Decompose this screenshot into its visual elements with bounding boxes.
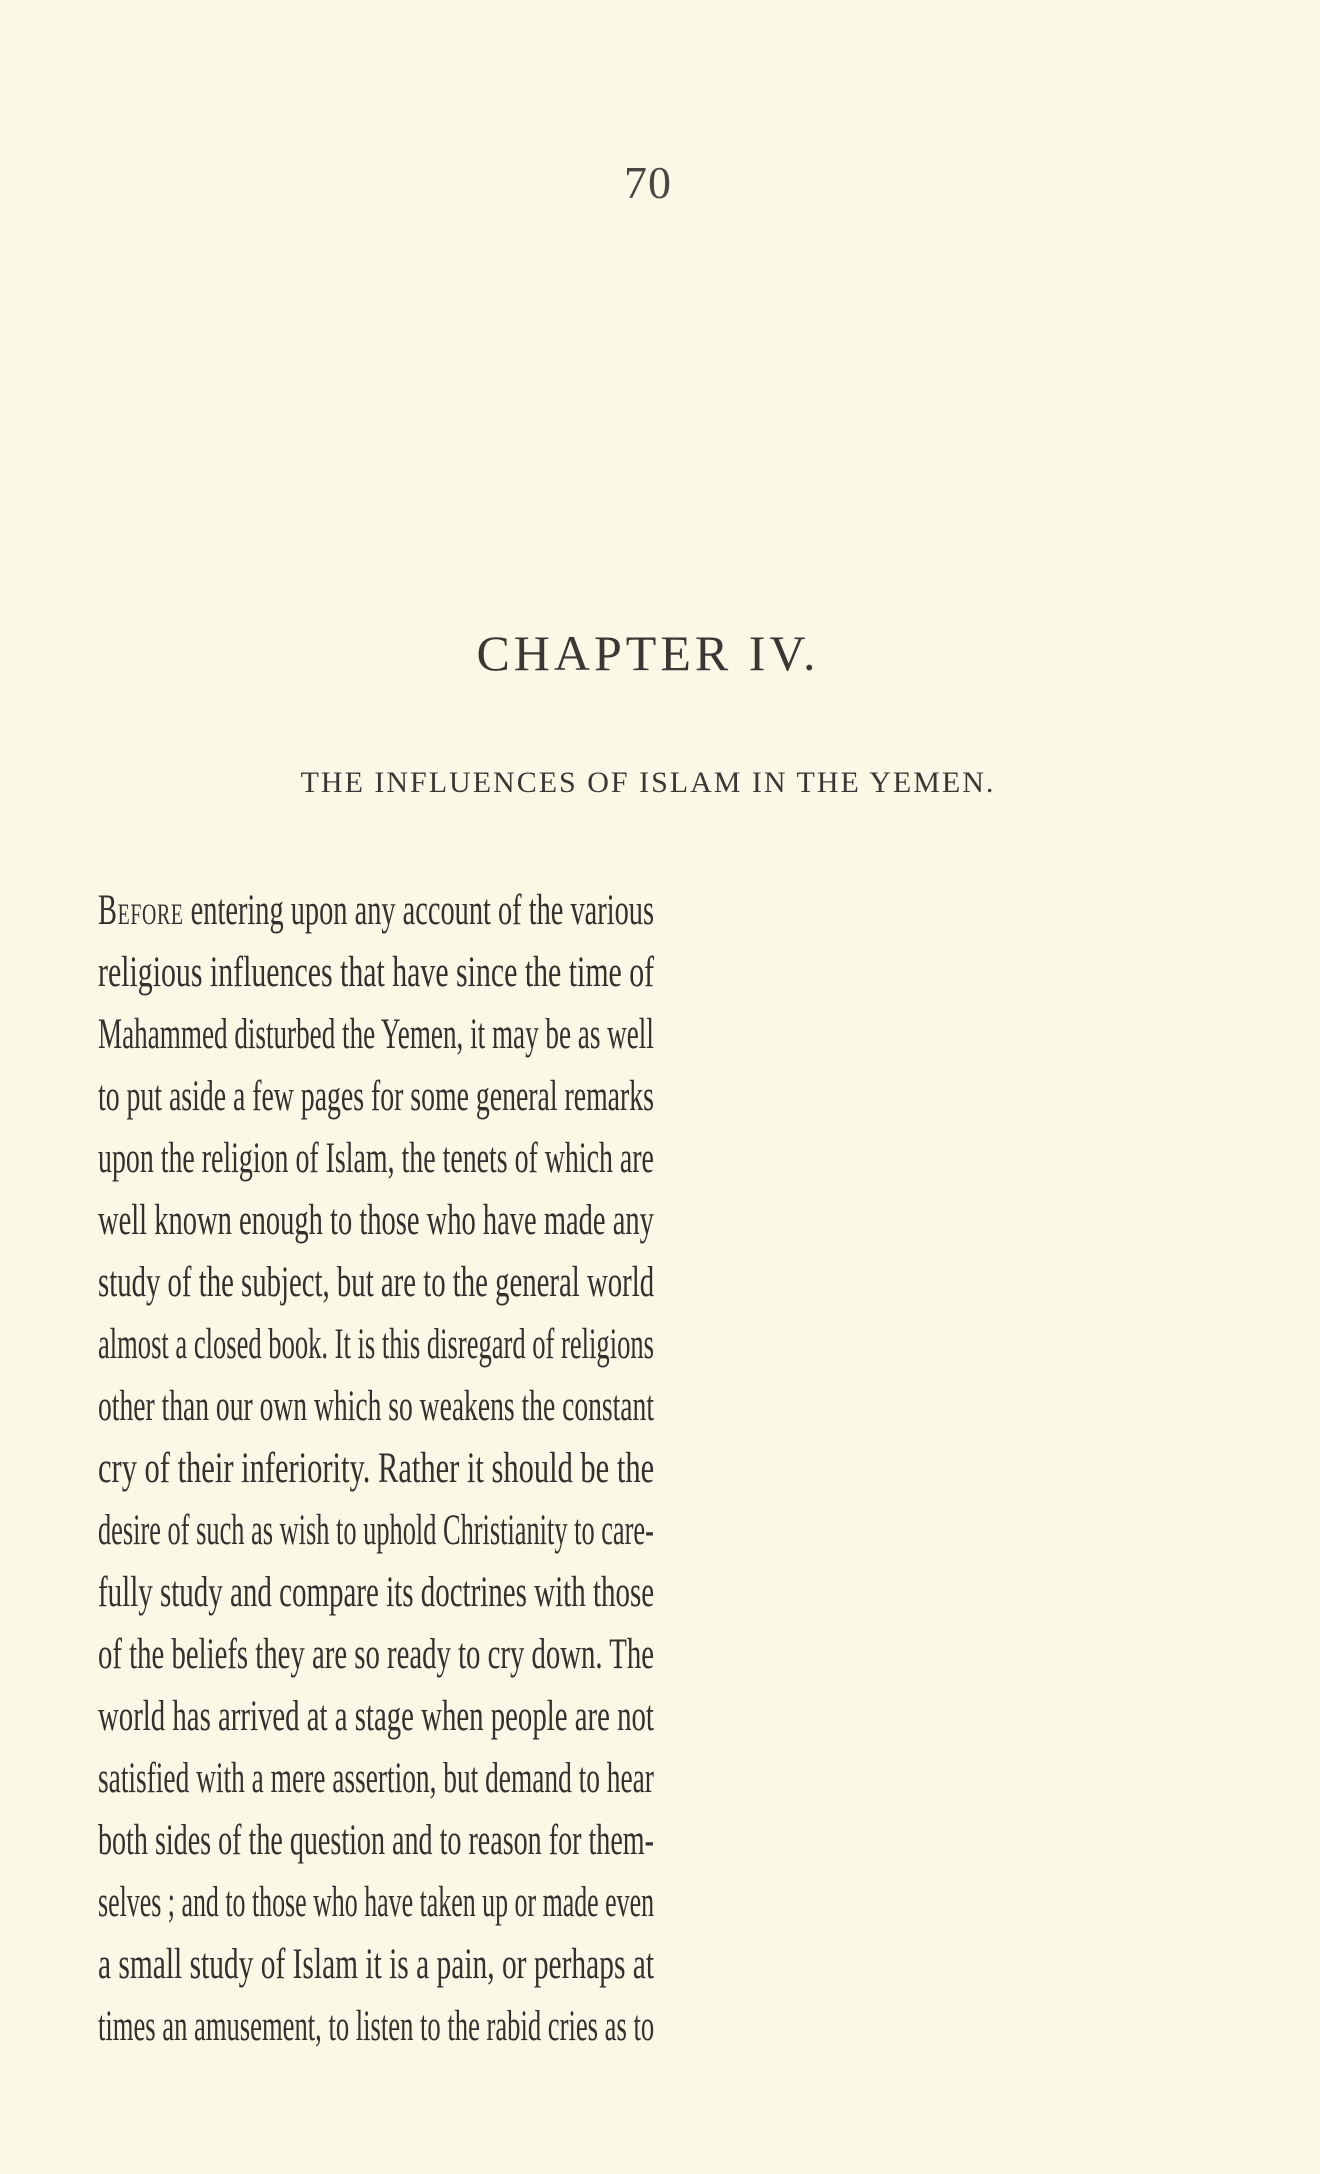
text-line [98,1190,1210,1252]
body-line: upon the religion of Islam, the tenets of which are [98,1135,654,1182]
body-line: well known enough to those who have made any [98,1197,654,1244]
text-line [98,1128,1210,1190]
text-line [98,1810,1210,1872]
body-line: satisfied with a mere assertion, but demand to hear [98,1755,654,1802]
body-line: Mahammed disturbed the Yemen, it may be as well [98,1011,654,1058]
text-line [98,1686,1210,1748]
body-line: to put aside a few pages for some general remarks [98,1073,654,1120]
body-line: other than our own which so weakens the constant [98,1383,654,1430]
page-number: 70 [624,157,672,208]
first-line [98,880,654,942]
chapter-subtitle: THE INFLUENCES OF ISLAM IN THE YEMEN. [300,766,996,799]
body-line: of the beliefs they are so ready to cry down. The [98,1631,654,1678]
body-line: a small study of Islam it is a pain, or perhaps at [98,1941,655,1988]
text-line [98,1314,1210,1376]
body-line: selves ; and to those who have taken up or made even [98,1879,655,1926]
text-line [98,1872,1210,1934]
body-line: fully study and compare its doctrines with those [98,1569,655,1616]
body-line: almost a closed book. It is this disregard of religions [98,1321,654,1368]
text-line [98,1500,1210,1562]
text-line [98,1066,1210,1128]
text-line [98,880,1210,942]
body-line: world has arrived at a stage when people are not [98,1693,654,1740]
body-line: both sides of the question and to reason for them- [98,1817,655,1864]
body-line: study of the subject, but are to the general world [98,1259,655,1306]
text-line [98,1004,1210,1066]
body-line: religious influences that have since the time of [98,949,655,996]
body-line: desire of such as wish to uphold Christianity to care- [98,1507,654,1554]
chapter-heading: CHAPTER IV. [476,625,820,681]
text-line [98,1562,1210,1624]
text-line [98,1934,1210,1996]
text-line [98,1748,1210,1810]
body-line: cry of their inferiority. Rather it should be the [98,1445,655,1492]
text-line [98,1252,1210,1314]
first-line-rest: entering upon any account of the various [190,887,655,934]
text-line [98,1996,1210,2058]
text-line [98,1376,1210,1438]
body-text [98,880,1210,2058]
text-line [98,1624,1210,1686]
lead-word: Before [98,887,184,934]
text-line [98,942,1210,1004]
body-line: times an amusement, to listen to the rabid cries as to [98,2003,655,2050]
text-line [98,1438,1210,1500]
